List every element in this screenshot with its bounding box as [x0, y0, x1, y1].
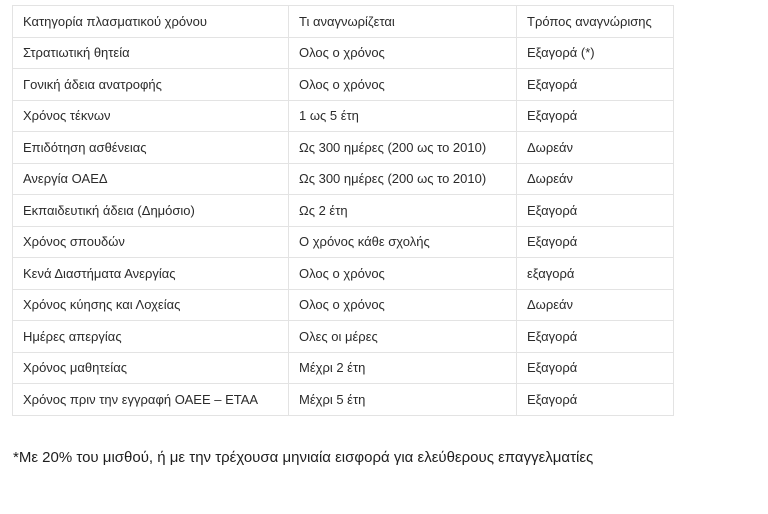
table-row	[13, 132, 674, 164]
header-row	[13, 6, 674, 38]
cell-category: Χρόνος μαθητείας	[13, 352, 289, 384]
fictitious-time-table-wrapper	[12, 5, 674, 416]
cell-category: Κενά Διαστήματα Ανεργίας	[13, 258, 289, 290]
table-row	[13, 100, 674, 132]
cell-category: Χρόνος κύησης και Λοχείας	[13, 289, 289, 321]
table-row	[13, 163, 674, 195]
table-row	[13, 384, 674, 416]
cell-category: Χρόνος πριν την εγγραφή ΟΑΕΕ – ΕΤΑΑ	[13, 384, 289, 416]
cell-method: Εξαγορά	[517, 352, 674, 384]
cell-method: Δωρεάν	[517, 132, 674, 164]
cell-recognized: Μέχρι 5 έτη	[289, 384, 517, 416]
cell-category: Χρόνος σπουδών	[13, 226, 289, 258]
cell-recognized: Ως 300 ημέρες (200 ως το 2010)	[289, 163, 517, 195]
table-row	[13, 195, 674, 227]
cell-recognized: Ο χρόνος κάθε σχολής	[289, 226, 517, 258]
cell-category: Ανεργία ΟΑΕΔ	[13, 163, 289, 195]
cell-category: Ημέρες απεργίας	[13, 321, 289, 353]
header-recognized: Τι αναγνωρίζεται	[289, 6, 517, 38]
cell-category: Στρατιωτική θητεία	[13, 37, 289, 69]
cell-recognized: Ολος ο χρόνος	[289, 258, 517, 290]
header-category: Κατηγορία πλασματικού χρόνου	[13, 6, 289, 38]
cell-category: Εκπαιδευτική άδεια (Δημόσιο)	[13, 195, 289, 227]
table-row	[13, 258, 674, 290]
table-row	[13, 289, 674, 321]
table-row	[13, 321, 674, 353]
cell-method: Δωρεάν	[517, 163, 674, 195]
cell-method: εξαγορά	[517, 258, 674, 290]
header-method: Τρόπος αναγνώρισης	[517, 6, 674, 38]
cell-recognized: Ολες οι μέρες	[289, 321, 517, 353]
cell-recognized: Μέχρι 2 έτη	[289, 352, 517, 384]
cell-recognized: Ολος ο χρόνος	[289, 69, 517, 101]
table-row	[13, 226, 674, 258]
cell-category: Γονική άδεια ανατροφής	[13, 69, 289, 101]
cell-recognized: Ολος ο χρόνος	[289, 289, 517, 321]
table-row	[13, 37, 674, 69]
cell-category: Επιδότηση ασθένειας	[13, 132, 289, 164]
table-row	[13, 352, 674, 384]
cell-method: Δωρεάν	[517, 289, 674, 321]
cell-recognized: Ως 300 ημέρες (200 ως το 2010)	[289, 132, 517, 164]
cell-recognized: Ως 2 έτη	[289, 195, 517, 227]
cell-recognized: 1 ως 5 έτη	[289, 100, 517, 132]
cell-method: Εξαγορά	[517, 69, 674, 101]
table-header	[13, 6, 674, 38]
cell-recognized: Ολος ο χρόνος	[289, 37, 517, 69]
footnote: *Με 20% του μισθού, ή με την τρέχουσα μηνιαία εισφορά για ελεύθερους επαγγελματίες	[13, 449, 594, 466]
cell-method: Εξαγορά	[517, 384, 674, 416]
cell-method: Εξαγορά (*)	[517, 37, 674, 69]
table-row	[13, 69, 674, 101]
cell-category: Χρόνος τέκνων	[13, 100, 289, 132]
cell-method: Εξαγορά	[517, 195, 674, 227]
cell-method: Εξαγορά	[517, 100, 674, 132]
cell-method: Εξαγορά	[517, 321, 674, 353]
fictitious-time-table	[12, 5, 674, 416]
cell-method: Εξαγορά	[517, 226, 674, 258]
table-body	[13, 37, 674, 415]
